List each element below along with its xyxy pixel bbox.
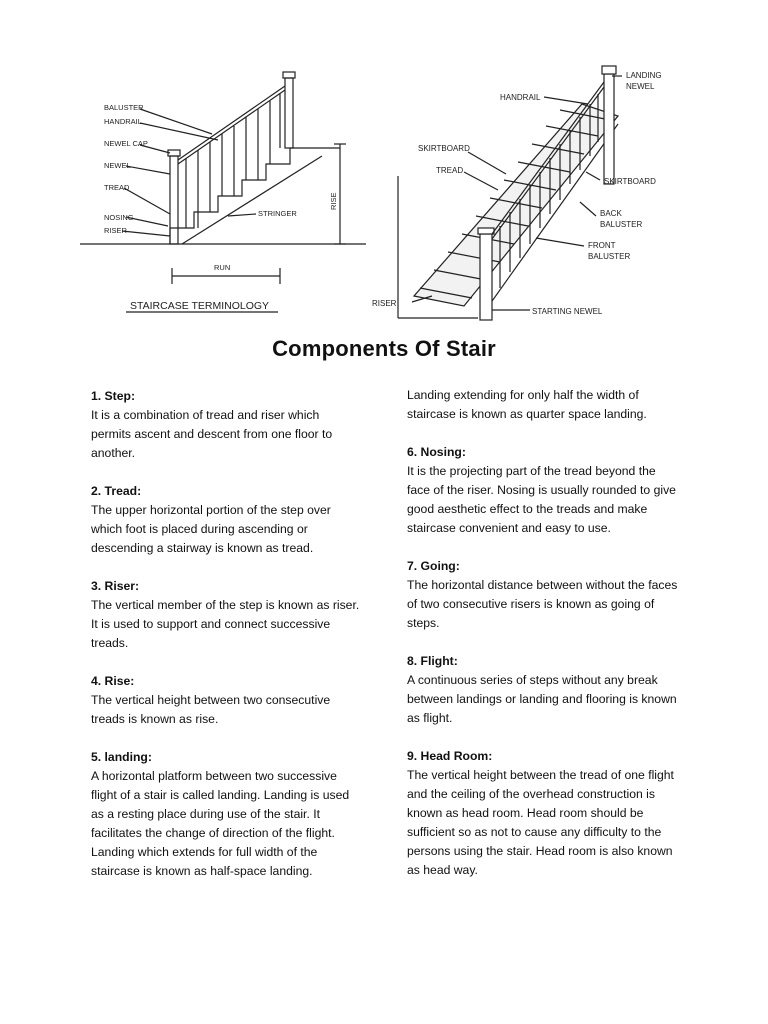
figure-caption: STAIRCASE TERMINOLOGY <box>130 300 270 312</box>
section-riser <box>91 577 361 653</box>
label-handrail-right: HANDRAIL <box>500 93 541 102</box>
label-newel: NEWEL <box>104 161 131 170</box>
section-text: A continuous series of steps without any break between landings or landing and flooring is known as flight. <box>407 673 677 725</box>
label-stringer: STRINGER <box>258 209 297 218</box>
section-text: A horizontal platform between two successive flight of a stair is called landing. Landing is used as a resting place during use of the stair. It facilitates the change of direction of the flight. <box>91 769 350 840</box>
right-column <box>407 386 682 899</box>
label-landing: LANDING <box>626 71 662 80</box>
staircase-perspective-drawing <box>368 56 686 332</box>
section-text: The vertical height between the tread of one flight and the ceiling of the overhead construction is known as head room. Head room should be sufficient so as not to cause any difficulty to the persons using the stair. Head room is also known as head way. <box>407 768 674 877</box>
section-head-room <box>407 747 682 880</box>
label-skirtboard-right: SKIRTBOARD <box>604 177 656 186</box>
section-text: It is a combination of tread and riser which permits ascent and descent from one floor to another. <box>91 408 333 460</box>
section-text: Landing which extends for full width of the staircase is known as half-space landing. <box>91 845 318 878</box>
section-text: The vertical member of the step is known as riser. It is used to support and connect successive treads. <box>91 598 360 650</box>
label-nosing: NOSING <box>104 213 134 222</box>
page-title: Components Of Stair <box>272 336 496 361</box>
label-starting-newel: STARTING NEWEL <box>532 307 603 316</box>
label-baluster: BALUSTER <box>104 103 144 112</box>
label-run: RUN <box>214 263 231 272</box>
label-skirtboard-left: SKIRTBOARD <box>418 144 470 153</box>
section-text: The horizontal distance between without the faces of two consecutive risers is known as going of steps. <box>407 578 678 630</box>
section-text: The upper horizontal portion of the step over which foot is placed during ascending or descending a stairway is known as tread. <box>91 503 331 555</box>
label-front-baluster: BALUSTER <box>588 252 631 261</box>
section-text: It is the projecting part of the tread beyond the face of the riser. Nosing is usually rounded to give good aesthetic effect to the treads and make staircase convenient and easy to use. <box>407 464 676 535</box>
section-heading: 5. landing: <box>91 750 152 764</box>
section-tread <box>91 482 361 558</box>
label-newel-cap: NEWEL CAP <box>104 139 148 148</box>
label-rise: RISE <box>329 192 338 210</box>
section-heading: 8. Flight: <box>407 654 458 668</box>
section-heading: 9. Head Room: <box>407 749 493 763</box>
section-heading: 3. Riser: <box>91 579 140 593</box>
section-heading: 1. Step: <box>91 389 136 403</box>
staircase-terminology-drawing <box>78 64 368 324</box>
label-tread: TREAD <box>104 183 130 192</box>
staircase-terminology-figure <box>78 64 368 324</box>
section-step <box>91 387 361 463</box>
section-rise <box>91 672 361 729</box>
label-tread-right: TREAD <box>436 166 464 175</box>
label-landing-newel: NEWEL <box>626 82 655 91</box>
label-back: BACK <box>600 209 622 218</box>
section-heading: 6. Nosing: <box>407 445 466 459</box>
label-front: FRONT <box>588 241 616 250</box>
label-back-baluster: BALUSTER <box>600 220 643 229</box>
label-riser-right: RISER <box>372 299 397 308</box>
left-column <box>91 387 361 900</box>
landing-continued-text: Landing extending for only half the width of staircase is known as quarter space landing. <box>407 388 647 421</box>
label-handrail: HANDRAIL <box>104 117 142 126</box>
section-nosing <box>407 443 682 538</box>
section-flight <box>407 652 682 728</box>
label-riser: RISER <box>104 226 127 235</box>
section-heading: 7. Going: <box>407 559 460 573</box>
section-heading: 2. Tread: <box>91 484 142 498</box>
section-landing <box>91 748 361 881</box>
staircase-perspective-figure <box>368 56 686 332</box>
section-text: The vertical height between two consecutive treads is known as rise. <box>91 693 331 726</box>
section-heading: 4. Rise: <box>91 674 135 688</box>
section-going <box>407 557 682 633</box>
